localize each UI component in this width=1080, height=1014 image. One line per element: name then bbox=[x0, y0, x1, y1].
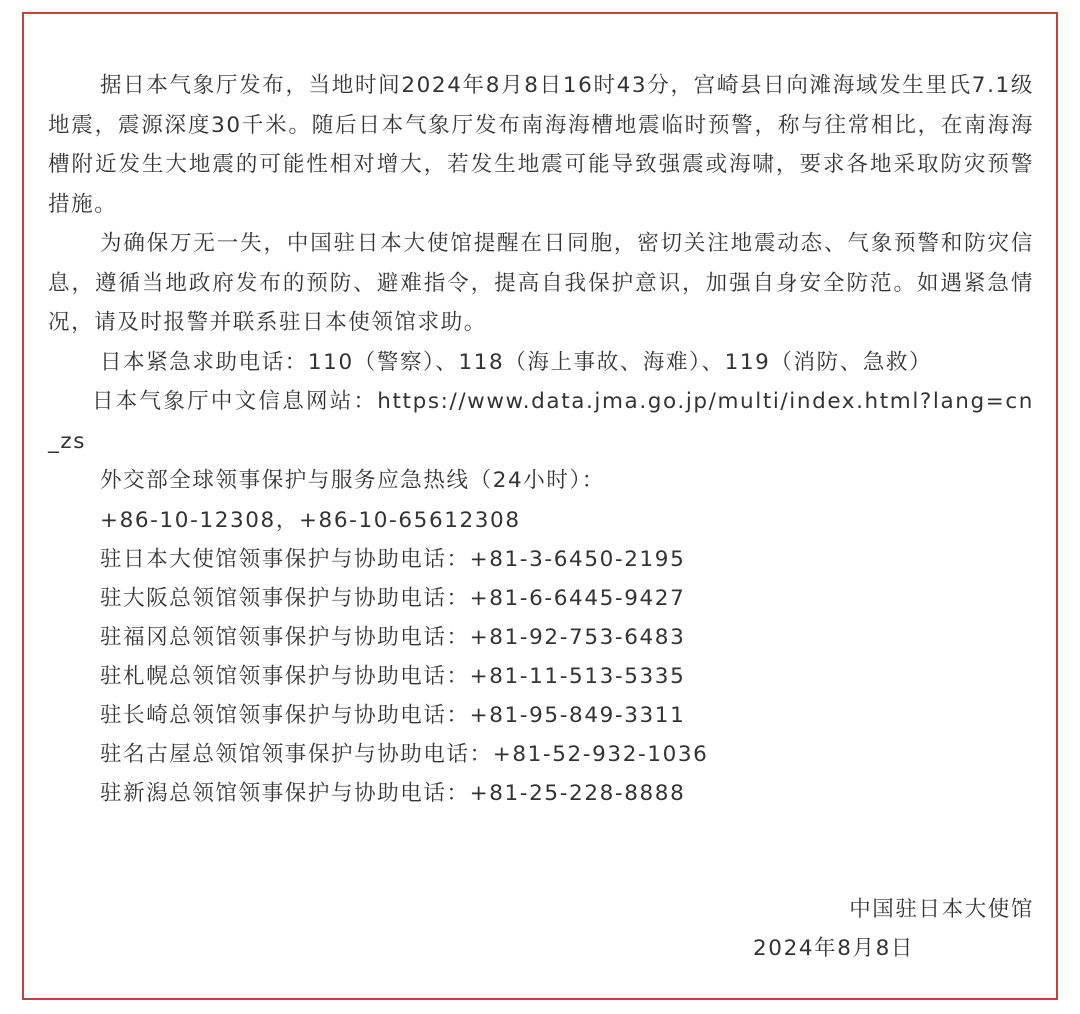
signature-date: 2024年8月8日 bbox=[753, 936, 914, 961]
contact-line-embassy-tokyo: 驻日本大使馆领事保护与协助电话：+81-3-6450-2195 bbox=[100, 547, 686, 572]
contact-line-consulate-nagoya: 驻名古屋总领馆领事保护与协助电话：+81-52-932-1036 bbox=[100, 742, 709, 767]
jma-website-line: 日本气象厅中文信息网站：https://www.data.jma.go.jp/multi/index.html?lang=cn_zs bbox=[48, 389, 1034, 454]
paragraph-emergency-numbers: 日本紧急求助电话：110（警察）、118（海上事故、海难）、119（消防、急救） bbox=[100, 349, 933, 375]
contact-line-consulate-osaka: 驻大阪总领馆领事保护与协助电话：+81-6-6445-9427 bbox=[100, 586, 686, 611]
paragraph-earthquake-report: 据日本气象厅发布，当地时间2024年8月8日16时43分，宫崎县日向滩海域发生里氏7.1级地震，震源深度30千米。随后日本气象厅发布南海海槽地震临时预警，称与往常相比，在南海海槽附近发生大地震的可能性相对增大，若发生地震可能导致强震或海啸，要求各地采取防灾预警措施。 bbox=[48, 73, 1034, 217]
consulate-contact-list bbox=[48, 540, 1034, 813]
contact-line-consulate-fukuoka: 驻福冈总领馆领事保护与协助电话：+81-92-753-6483 bbox=[100, 625, 686, 650]
contact-line-consulate-niigata: 驻新潟总领馆领事保护与协助电话：+81-25-228-8888 bbox=[100, 781, 686, 806]
hotline-label: 外交部全球领事保护与服务应急热线（24小时）： bbox=[100, 468, 605, 493]
hotline-numbers: +86-10-12308，+86-10-65612308 bbox=[100, 507, 521, 533]
contact-line-consulate-nagasaki: 驻长崎总领馆领事保护与协助电话：+81-95-849-3311 bbox=[100, 703, 686, 728]
signature-issuer: 中国驻日本大使馆 bbox=[849, 897, 1034, 922]
paragraph-safety-reminder: 为确保万无一失，中国驻日本大使馆提醒在日同胞，密切关注地震动态、气象预警和防灾信息，遵循当地政府发布的预防、避难指令，提高自我保护意识，加强自身安全防范。如遇紧急情况，请及时报警并联系驻日本使领馆求助。 bbox=[48, 231, 1034, 335]
contact-line-consulate-sapporo: 驻札幌总领馆领事保护与协助电话：+81-11-513-5335 bbox=[100, 664, 686, 689]
notice-body bbox=[48, 66, 1034, 813]
signature-block bbox=[48, 890, 1034, 968]
